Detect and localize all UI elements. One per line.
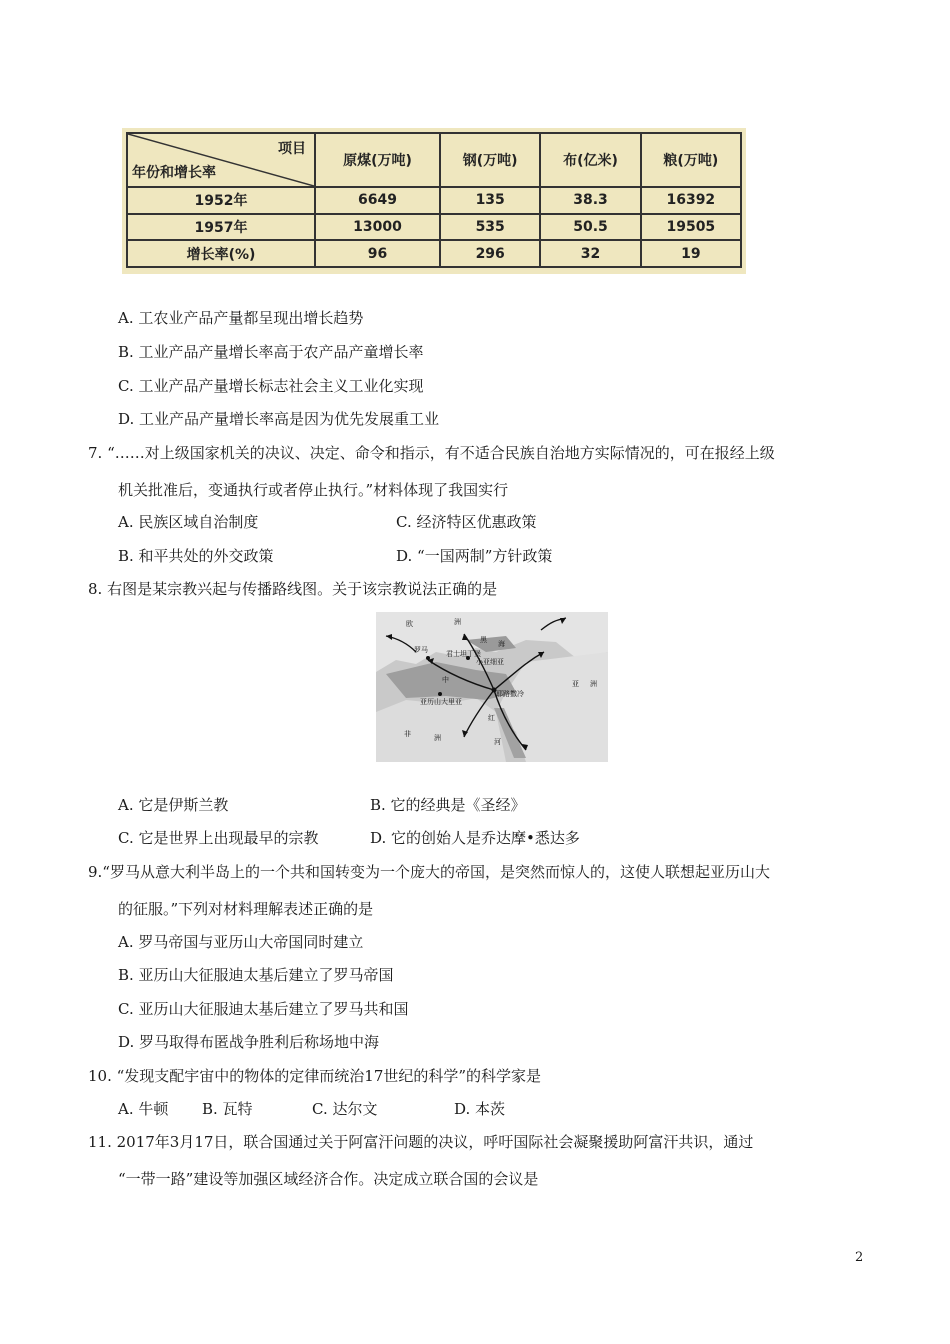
label-sea: 海 <box>498 640 505 648</box>
label-black-sea: 黑 <box>480 636 487 644</box>
label-africa-zhou: 洲 <box>434 734 441 742</box>
corner-bottom-label: 年份和增长率 <box>132 165 216 181</box>
label-constantinople: 君士坦丁堡 <box>446 650 481 658</box>
label-red-sea: 红 <box>488 714 495 722</box>
row-label: 1952年 <box>127 187 315 214</box>
q8-option-b: B. 它的经典是《圣经》 <box>370 796 526 814</box>
row-label: 增长率(%) <box>127 240 315 267</box>
q11-stem-line2: “一带一路”建设等加强区域经济合作。决定成立联合国的会议是 <box>118 1170 539 1188</box>
row-label: 1957年 <box>127 214 315 241</box>
label-river: 河 <box>494 738 501 746</box>
table-cell: 535 <box>440 214 540 241</box>
table-header-cell: 粮(万吨) <box>641 133 741 187</box>
table-cell: 19 <box>641 240 741 267</box>
q6-option-d: D. 工业产品产量增长率高是因为优先发展重工业 <box>118 410 440 428</box>
table-cell: 6649 <box>315 187 440 214</box>
q10-option-b: B. 瓦特 <box>202 1100 253 1118</box>
label-asia-minor: 小亚细亚 <box>476 658 504 666</box>
q10-option-c: C. 达尔文 <box>312 1100 378 1118</box>
table-cell: 38.3 <box>540 187 640 214</box>
label-zhou: 洲 <box>454 618 461 626</box>
table-cell: 32 <box>540 240 640 267</box>
table-cell: 50.5 <box>540 214 640 241</box>
label-asia: 亚 <box>572 680 579 688</box>
q7-option-b: B. 和平共处的外交政策 <box>118 547 274 565</box>
q6-option-a: A. 工农业产品产量都呈现出增长趋势 <box>118 309 364 327</box>
label-africa: 非 <box>404 730 411 738</box>
label-asia-zhou: 洲 <box>590 680 597 688</box>
q7-option-c: C. 经济特区优惠政策 <box>396 513 537 531</box>
africa-land <box>376 698 506 762</box>
alexandria-marker <box>438 692 442 696</box>
q8-stem: 8. 右图是某宗教兴起与传播路线图。关于该宗教说法正确的是 <box>88 580 498 598</box>
q9-option-b: B. 亚历山大征服迪太基后建立了罗马帝国 <box>118 966 394 984</box>
table-cell: 16392 <box>641 187 741 214</box>
production-table <box>126 132 742 268</box>
q9-option-d: D. 罗马取得布匿战争胜利后称场地中海 <box>118 1033 380 1051</box>
table-header-cell: 布(亿米) <box>540 133 640 187</box>
corner-top-label: 项目 <box>278 141 306 157</box>
table-header-cell: 原煤(万吨) <box>315 133 440 187</box>
q10-option-d: D. 本茨 <box>454 1100 506 1118</box>
table-header-row <box>127 133 741 187</box>
table-row <box>127 214 741 241</box>
q7-option-a: A. 民族区域自治制度 <box>118 513 259 531</box>
table-cell: 296 <box>440 240 540 267</box>
label-europe: 欧 <box>406 620 413 628</box>
q8-option-d: D. 它的创始人是乔达摩•悉达多 <box>370 829 580 847</box>
q10-stem: 10. “发现支配宇宙中的物体的定律而统治17世纪的科学”的科学家是 <box>88 1067 542 1085</box>
q8-option-c: C. 它是世界上出现最早的宗教 <box>118 829 319 847</box>
label-jerusalem: 耶路撒冷 <box>496 690 524 698</box>
production-table-image <box>122 128 746 274</box>
label-rome: 罗马 <box>414 646 428 654</box>
religion-spread-map <box>376 612 608 762</box>
q8-option-a: A. 它是伊斯兰教 <box>118 796 229 814</box>
q7-stem-line2: 机关批准后，变通执行或者停止执行。”材料体现了我国实行 <box>118 481 509 499</box>
table-cell: 96 <box>315 240 440 267</box>
table-cell: 135 <box>440 187 540 214</box>
table-cell: 13000 <box>315 214 440 241</box>
q9-option-a: A. 罗马帝国与亚历山大帝国同时建立 <box>118 933 364 951</box>
q9-option-c: C. 亚历山大征服迪太基后建立了罗马共和国 <box>118 1000 409 1018</box>
q6-option-c: C. 工业产品产量增长标志社会主义工业化实现 <box>118 377 424 395</box>
q7-option-d: D. “一国两制”方针政策 <box>396 547 553 565</box>
table-row <box>127 187 741 214</box>
q6-option-b: B. 工业产品产量增长率高于农产品产童增长率 <box>118 343 424 361</box>
table-corner-cell <box>127 133 315 187</box>
q7-stem-line1: 7. “……对上级国家机关的决议、决定、命令和指示，有不适合民族自治地方实际情况的，可在报经上级 <box>88 444 775 462</box>
rome-marker <box>426 656 430 660</box>
table-row <box>127 240 741 267</box>
label-mediterranean: 中 <box>442 676 449 684</box>
q10-option-a: A. 牛顿 <box>118 1100 169 1118</box>
q9-stem-line1: 9.“罗马从意大利半岛上的一个共和国转变为一个庞大的帝国，是突然而惊人的，这使人联想起亚历山大 <box>88 863 770 881</box>
q11-stem-line1: 11. 2017年3月17日，联合国通过关于阿富汗问题的决议，呼吁国际社会凝聚援助阿富汗共识，通过 <box>88 1133 754 1151</box>
table-cell: 19505 <box>641 214 741 241</box>
page-number: 2 <box>855 1250 864 1265</box>
label-alexandria: 亚历山大里亚 <box>420 698 462 706</box>
table-header-cell: 钢(万吨) <box>440 133 540 187</box>
q9-stem-line2: 的征服。”下列对材料理解表述正确的是 <box>118 900 374 918</box>
